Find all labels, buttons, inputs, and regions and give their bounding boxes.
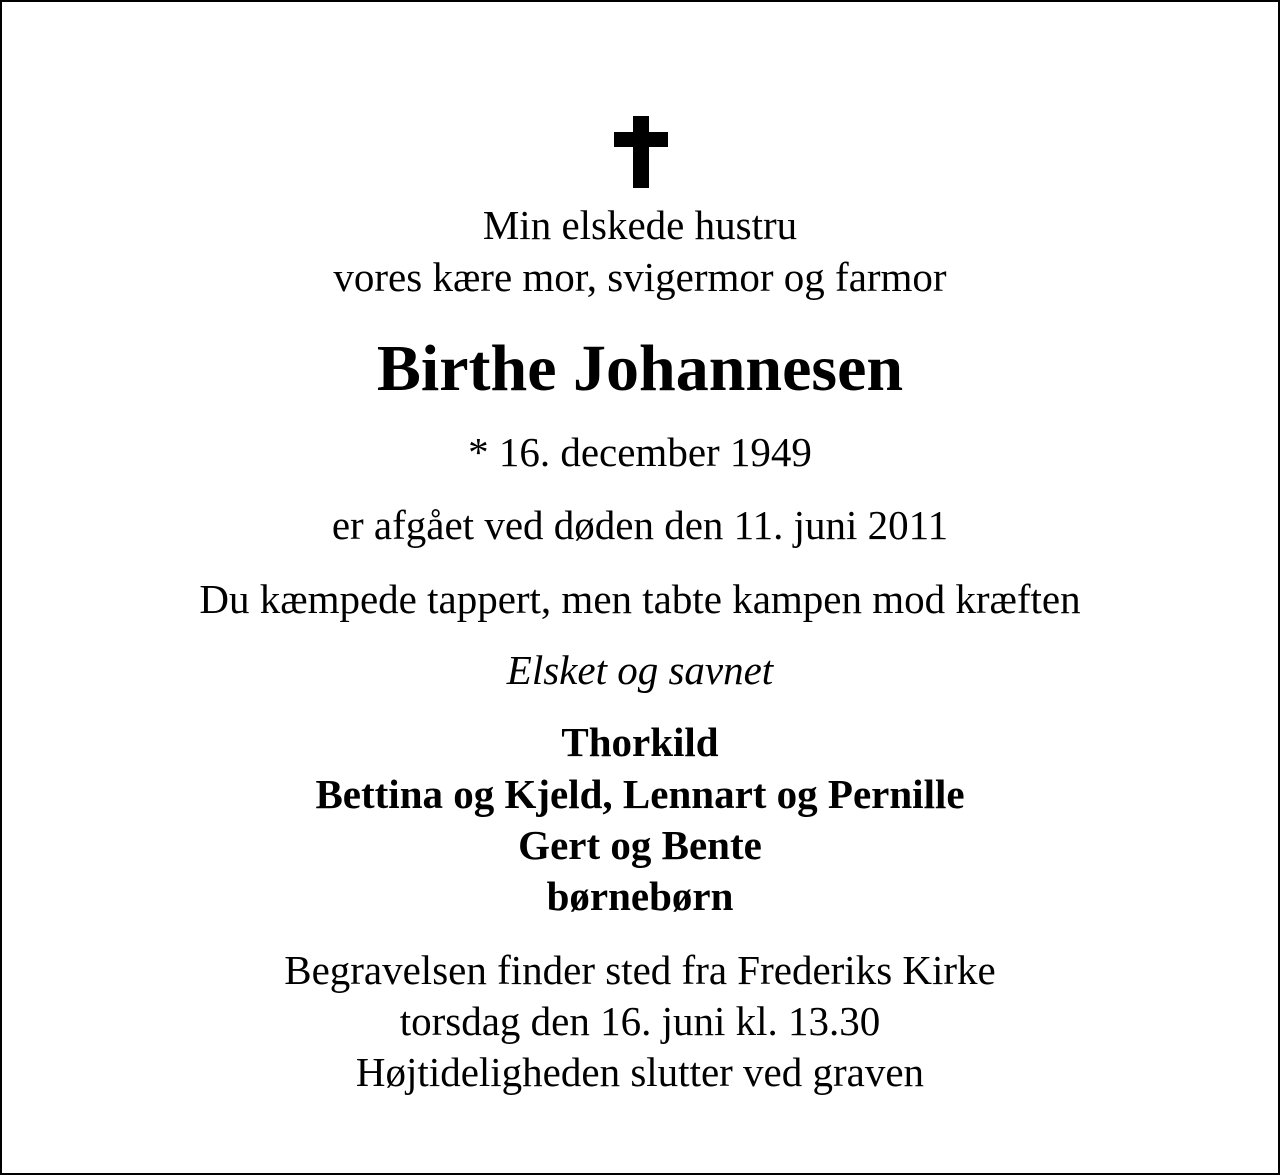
loved-and-missed: Elsket og savnet bbox=[506, 647, 774, 693]
tribute-text: Du kæmpede tappert, men tabte kampen mod kræften bbox=[199, 576, 1081, 622]
funeral-line-3: Højtideligheden slutter ved graven bbox=[355, 1049, 925, 1095]
family-line-3: Gert og Bente bbox=[518, 822, 762, 868]
family-line-2: Bettina og Kjeld, Lennart og Pernille bbox=[315, 771, 965, 817]
intro-line-1: Min elskede hustru bbox=[482, 202, 798, 248]
funeral-line-1: Begravelsen finder sted fra Frederiks Kirke bbox=[284, 947, 996, 993]
latin-cross-icon bbox=[614, 116, 668, 188]
death-date: er afgået ved døden den 11. juni 2011 bbox=[331, 502, 949, 548]
family-line-4: børnebørn bbox=[546, 873, 734, 919]
funeral-line-2: torsdag den 16. juni kl. 13.30 bbox=[399, 998, 881, 1044]
intro-line-2: vores kære mor, svigermor og farmor bbox=[333, 254, 947, 300]
birth-date: * 16. december 1949 bbox=[468, 429, 812, 475]
deceased-name: Birthe Johannesen bbox=[376, 332, 904, 405]
family-line-1: Thorkild bbox=[561, 719, 719, 765]
